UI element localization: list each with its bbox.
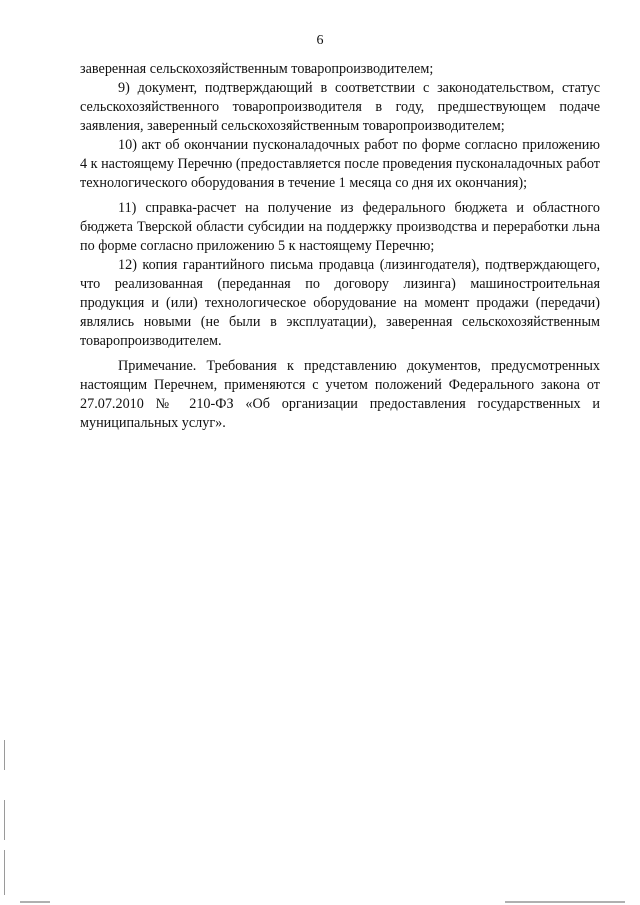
- paragraph-continuation: заверенная сельскохозяйственным товаропроизводителем;: [80, 61, 434, 77]
- scan-artifact: [20, 901, 50, 903]
- scan-artifact: [505, 901, 625, 903]
- scan-artifact: [4, 800, 5, 840]
- paragraph-item-10: 10) акт об окончании пусконаладочных работ по форме согласно приложению 4 к настоящему Перечню (предоставляется после проведения пусконаладочных работ технологического оборудования в течение 1 месяца со дня их окончания);: [80, 137, 600, 191]
- paragraph-item-12: 12) копия гарантийного письма продавца (лизингодателя), подтверждающего, что реализованная (переданная по договору лизинга) машиностроительная продукция и (или) технологическое оборудование на момент продажи (передачи) являлись новыми (не были в эксплуатации), заверенная сельскохозяйственным товаропроизводителем.: [80, 257, 600, 349]
- paragraph-item-9: 9) документ, подтверждающий в соответствии с законодательством, статус сельскохозяйственного товаропроизводителя в году, предшествующем подаче заявления, заверенный сельскохозяйственным товаропроизводителем;: [80, 80, 600, 134]
- scan-artifact: [4, 850, 5, 895]
- paragraph-item-11: 11) справка-расчет на получение из федерального бюджета и областного бюджета Тверской области субсидии на поддержку производства и переработки льна по форме согласно приложению 5 к настоящему Перечню;: [80, 200, 600, 254]
- document-body: [80, 60, 600, 433]
- scan-artifact: [4, 740, 5, 770]
- page-number: 6: [316, 33, 324, 48]
- paragraph-note: Примечание. Требования к представлению документов, предусмотренных настоящим Перечнем, применяются с учетом положений Федерального закона от 27.07.2010 № 210-ФЗ «Об организации предоставления государственных и муниципальных услуг».: [80, 358, 600, 431]
